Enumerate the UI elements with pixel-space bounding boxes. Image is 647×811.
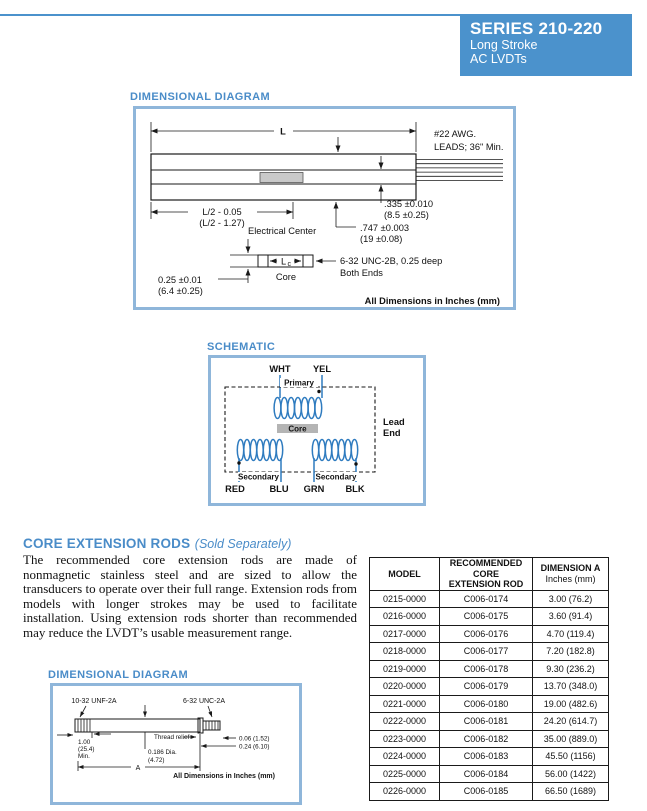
cell-model: 0224-0000 — [370, 748, 440, 766]
label-A: A — [135, 765, 141, 772]
cell-model: 0216-0000 — [370, 608, 440, 626]
table-row — [370, 643, 609, 661]
leads-callout — [434, 129, 503, 152]
rods-heading-text: CORE EXTENSION RODS — [23, 536, 191, 551]
dimension-thread-length — [57, 732, 111, 760]
table-row — [370, 608, 609, 626]
table-row — [370, 660, 609, 678]
label-primary: Primary — [284, 378, 314, 388]
label-end: End — [383, 428, 401, 438]
label-lead: Lead — [383, 417, 405, 427]
cell-model: 0218-0000 — [370, 643, 440, 661]
dim-diagram-top-svg — [136, 109, 513, 307]
table-row — [370, 783, 609, 801]
label-L2-mm: (L/2 - 1.27) — [199, 218, 245, 228]
core-drawing — [230, 239, 313, 283]
label-unc: 6-32 UNC-2A — [182, 698, 226, 705]
cell-dimension: 66.50 (1689) — [533, 783, 609, 801]
cell-rod: C006-0179 — [440, 678, 533, 696]
all-dimensions-note-bottom: All Dimensions in Inches (mm) — [173, 773, 275, 780]
polarity-dot-primary — [317, 390, 320, 393]
schematic-heading: SCHEMATIC — [207, 341, 276, 353]
label-secondary-left: Secondary — [238, 472, 279, 482]
primary-winding — [274, 378, 322, 419]
dimension-L — [151, 122, 416, 152]
cell-rod: C006-0177 — [440, 643, 533, 661]
table-row — [370, 590, 609, 608]
column-header-rod — [440, 558, 533, 591]
label-unf: 10-32 UNF-2A — [71, 698, 117, 705]
polarity-dot-secondary-right — [354, 462, 357, 465]
label-Lc-c: c — [287, 261, 291, 268]
label-006: 0.06 (1.52) — [239, 735, 270, 743]
cell-dimension: 3.00 (76.2) — [533, 590, 609, 608]
thread-callout — [316, 256, 442, 278]
table-row — [370, 730, 609, 748]
schematic-svg — [211, 358, 423, 503]
cell-dimension: 56.00 (1422) — [533, 765, 609, 783]
thread-relief-callout — [154, 734, 196, 741]
table-body — [370, 590, 609, 800]
label-secondary-right: Secondary — [315, 472, 357, 482]
label-dia-mm: (4.72) — [148, 757, 165, 764]
cell-rod: C006-0175 — [440, 608, 533, 626]
cell-model: 0217-0000 — [370, 625, 440, 643]
core-extension-rods-heading — [23, 535, 291, 553]
cell-dimension: 9.30 (236.2) — [533, 660, 609, 678]
label-thread-relief: Thread relief — [154, 734, 190, 741]
rod-drawing — [75, 718, 220, 733]
column-header-dim-line1: DIMENSION A — [540, 563, 601, 574]
table-row — [370, 748, 609, 766]
label-yel: YEL — [312, 364, 332, 374]
series-title: SERIES 210-220 — [470, 19, 603, 38]
label-254: (25.4) — [78, 746, 95, 753]
cell-dimension: 45.50 (1156) — [533, 748, 609, 766]
series-subtitle-2: AC LVDTs — [470, 52, 527, 66]
cell-dimension: 13.70 (348.0) — [533, 678, 609, 696]
dimension-335 — [381, 156, 433, 220]
electrical-center — [248, 137, 409, 244]
rods-subheading-text: (Sold Separately) — [194, 537, 292, 551]
dimension-stud — [201, 736, 269, 751]
column-header-model: MODEL — [370, 558, 440, 591]
cell-model: 0225-0000 — [370, 765, 440, 783]
label-min: Min. — [78, 753, 90, 760]
cell-dimension: 3.60 (91.4) — [533, 608, 609, 626]
label-L2: L/2 - 0.05 — [202, 207, 242, 217]
polarity-dot-secondary-left — [237, 461, 240, 464]
table-header — [370, 558, 609, 591]
table-row — [370, 678, 609, 696]
cell-rod: C006-0182 — [440, 730, 533, 748]
secondary-labels — [238, 472, 357, 482]
cell-rod: C006-0180 — [440, 695, 533, 713]
label-thread: 6-32 UNC-2B, 0.25 deep — [340, 256, 443, 266]
table-row — [370, 765, 609, 783]
table-row — [370, 713, 609, 731]
lvdt-body-drawing — [151, 154, 503, 200]
label-L: L — [280, 126, 286, 137]
cell-model: 0219-0000 — [370, 660, 440, 678]
label-electrical-center: Electrical Center — [248, 226, 317, 236]
core-symbol — [277, 424, 318, 434]
cell-model: 0221-0000 — [370, 695, 440, 713]
label-335: .335 ±0.010 — [384, 199, 434, 209]
dim-diagram-top-box — [133, 106, 516, 310]
cell-model: 0223-0000 — [370, 730, 440, 748]
label-747: .747 ±0.003 — [360, 223, 410, 233]
rods-paragraph: The recommended core extension rods are made of nonmagnetic stainless steel and are sized to allow the transducers to operate over their full range. Extension rods from models with longer strokes may be used to facilitate installation. Using extension rods shorter than recommended may reduce the LVDT’s usable measurement range. — [23, 552, 357, 640]
label-dia: 0.186 Dia. — [148, 749, 177, 756]
core-rod-table — [369, 557, 609, 801]
label-025: 0.25 ±0.01 — [158, 275, 202, 285]
label-024: 0.24 (6.10) — [239, 743, 270, 751]
cell-rod: C006-0181 — [440, 713, 533, 731]
cell-dimension: 7.20 (182.8) — [533, 643, 609, 661]
series-subtitle-1: Long Stroke — [470, 38, 538, 52]
all-dimensions-note: All Dimensions in Inches (mm) — [364, 296, 500, 306]
dim-diagram-bottom-heading: DIMENSIONAL DIAGRAM — [48, 669, 189, 681]
dimension-025 — [158, 275, 248, 296]
dim-diagram-top-heading: DIMENSIONAL DIAGRAM — [130, 91, 271, 103]
cell-rod: C006-0184 — [440, 765, 533, 783]
column-header-rod-line1: RECOMMENDED CORE — [449, 558, 523, 579]
label-025-mm: (6.4 ±0.25) — [158, 286, 203, 296]
table-row — [370, 695, 609, 713]
lead-end-label — [383, 417, 405, 438]
series-header — [460, 14, 632, 76]
cell-rod: C006-0183 — [440, 748, 533, 766]
cell-model: 0226-0000 — [370, 783, 440, 801]
cell-model: 0222-0000 — [370, 713, 440, 731]
cell-dimension: 24.20 (614.7) — [533, 713, 609, 731]
cell-rod: C006-0178 — [440, 660, 533, 678]
label-core: Core — [275, 272, 297, 282]
label-red: RED — [225, 484, 245, 494]
column-header-dim-line2: Inches (mm) — [545, 573, 596, 584]
cell-model: 0220-0000 — [370, 678, 440, 696]
cell-rod: C006-0185 — [440, 783, 533, 801]
cell-dimension: 4.70 (119.4) — [533, 625, 609, 643]
cell-dimension: 35.00 (889.0) — [533, 730, 609, 748]
label-awg: #22 AWG. — [434, 129, 477, 139]
label-wht: WHT — [269, 364, 291, 374]
label-100: 1.00 — [78, 739, 91, 746]
label-747-mm: (19 ±0.08) — [360, 234, 403, 244]
column-header-dimension — [533, 558, 609, 591]
label-grn: GRN — [303, 484, 325, 494]
column-header-rod-line2: EXTENSION ROD — [448, 579, 524, 589]
label-leads: LEADS; 36" Min. — [434, 142, 504, 152]
cell-rod: C006-0176 — [440, 625, 533, 643]
dimension-L2 — [151, 202, 293, 228]
label-core: Core — [288, 424, 307, 434]
label-blk: BLK — [345, 484, 365, 494]
cell-rod: C006-0174 — [440, 590, 533, 608]
label-thread-ends: Both Ends — [340, 268, 383, 278]
table-row — [370, 625, 609, 643]
label-blu: BLU — [269, 484, 289, 494]
schematic-box — [208, 355, 426, 506]
cell-dimension: 19.00 (482.6) — [533, 695, 609, 713]
thread-callouts — [71, 698, 225, 717]
dim-diagram-bottom-box — [50, 683, 302, 805]
label-Lc-L: L — [281, 256, 287, 267]
cell-model: 0215-0000 — [370, 590, 440, 608]
wire-labels — [225, 484, 365, 494]
label-335-mm: (8.5 ±0.25) — [384, 210, 429, 220]
dim-diagram-bottom-svg — [53, 686, 299, 802]
